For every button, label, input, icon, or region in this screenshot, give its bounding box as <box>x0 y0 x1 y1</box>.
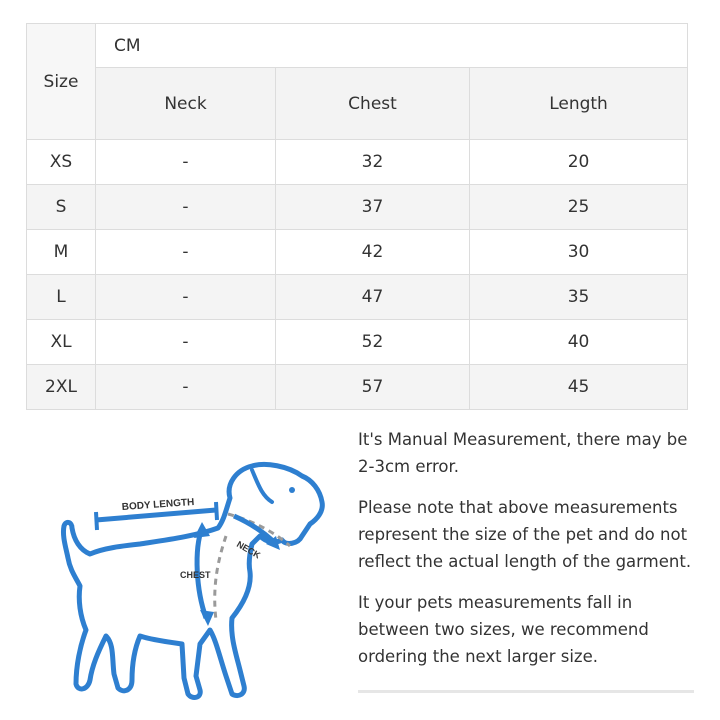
chest-cell: 57 <box>276 365 470 410</box>
chest-arrowhead-bottom <box>200 610 214 626</box>
chest-dashed-line <box>215 536 226 620</box>
size-cell: L <box>27 275 96 320</box>
note-size-recommendation: It your pets measurements fall in between two sizes, we recommend ordering the next larger size. <box>358 593 649 666</box>
size-cell: 2XL <box>27 365 96 410</box>
size-cell: XS <box>27 140 96 185</box>
neck-cell: - <box>96 230 276 275</box>
body-length-tick-right <box>216 502 217 520</box>
table-row <box>27 185 688 230</box>
dog-ear <box>252 470 272 502</box>
note-garment-length: Please note that above measurements represent the size of the pet and do not reflect the actual length of the garment. <box>358 498 692 571</box>
chest-cell: 37 <box>276 185 470 230</box>
table-row <box>27 275 688 320</box>
chest-cell: 42 <box>276 230 470 275</box>
body-length-label: BODY LENGTH <box>121 496 195 513</box>
dog-measurement-diagram <box>40 440 340 710</box>
table-row <box>27 320 688 365</box>
neck-cell: - <box>96 365 276 410</box>
neck-cell: - <box>96 140 276 185</box>
neck-label: NECK <box>235 539 263 561</box>
length-cell: 20 <box>470 140 688 185</box>
size-header: Size <box>27 24 96 140</box>
table-row <box>27 230 688 275</box>
size-cell: M <box>27 230 96 275</box>
dog-eye <box>289 487 295 493</box>
body-length-line <box>96 510 216 520</box>
table-row <box>27 140 688 185</box>
column-header-neck: Neck <box>96 68 276 140</box>
measurement-notes <box>358 426 698 684</box>
neck-cell: - <box>96 185 276 230</box>
body-length-tick-left <box>96 512 97 530</box>
unit-header: CM <box>96 24 688 68</box>
chest-cell: 47 <box>276 275 470 320</box>
chest-label: CHEST <box>180 570 211 580</box>
chest-cell: 52 <box>276 320 470 365</box>
column-header-chest: Chest <box>276 68 470 140</box>
table-row <box>27 365 688 410</box>
length-cell: 40 <box>470 320 688 365</box>
divider <box>358 690 694 693</box>
neck-cell: - <box>96 320 276 365</box>
neck-cell: - <box>96 275 276 320</box>
size-chart-table <box>26 23 688 410</box>
chest-cell: 32 <box>276 140 470 185</box>
length-cell: 45 <box>470 365 688 410</box>
size-cell: S <box>27 185 96 230</box>
column-header-length: Length <box>470 68 688 140</box>
length-cell: 30 <box>470 230 688 275</box>
note-manual-measurement: It's Manual Measurement, there may be 2-3cm error. <box>358 430 688 476</box>
size-cell: XL <box>27 320 96 365</box>
length-cell: 35 <box>470 275 688 320</box>
length-cell: 25 <box>470 185 688 230</box>
